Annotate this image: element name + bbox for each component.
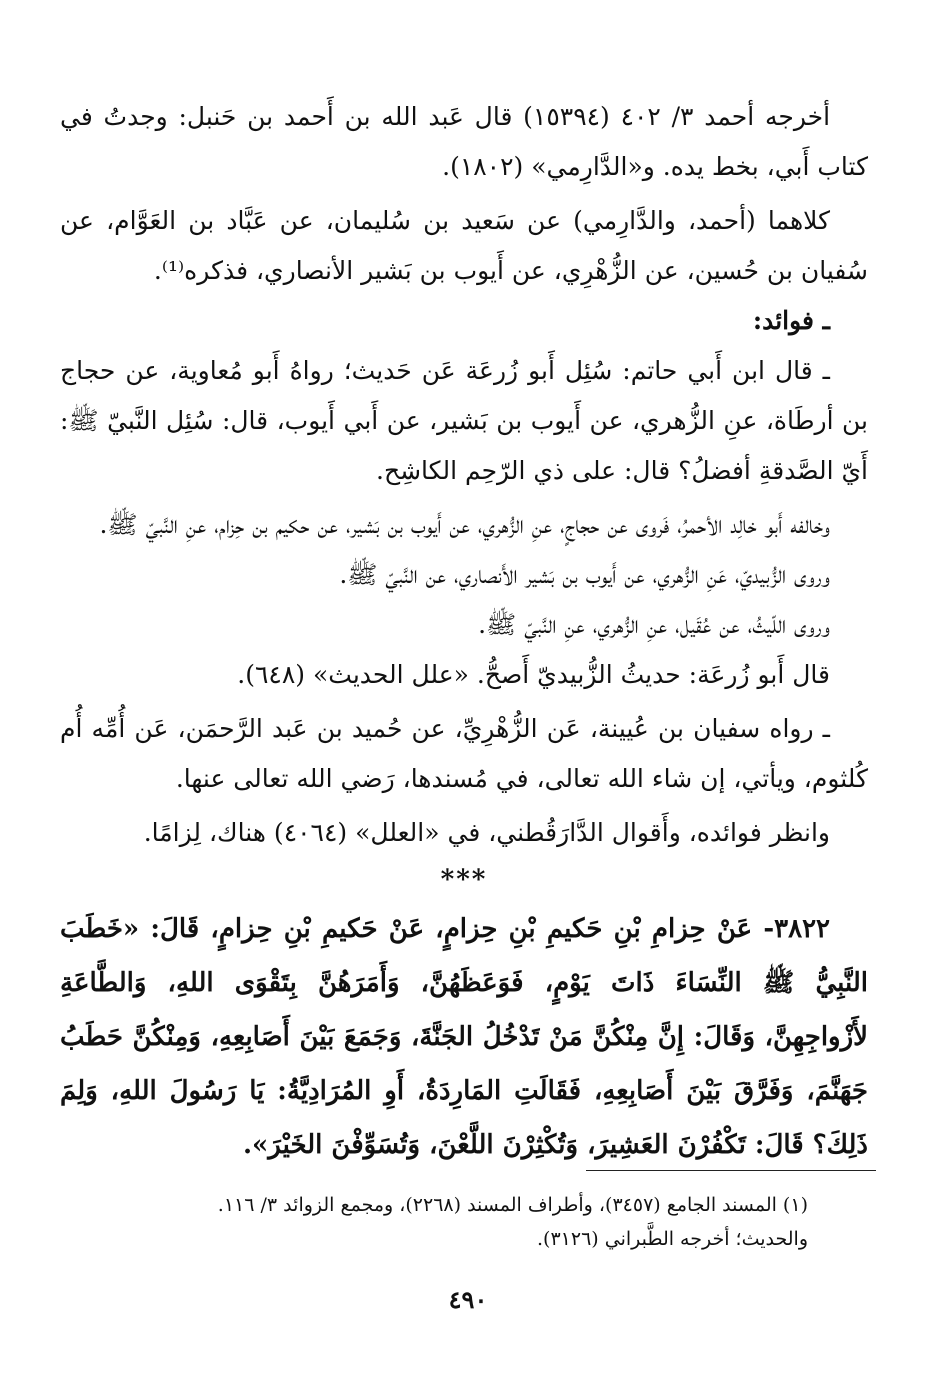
footnotes (100, 1188, 808, 1256)
paragraph-zubaydi: وروى الزُّبيديّ، عَنِ الزُّهري، عن أَيوب بن بَشير الأَنصاري، عن النَّبيّ ﷺ. (339, 560, 830, 589)
section-separator: *** (440, 865, 488, 895)
hadith-3822: ٣٨٢٢- عَنْ حِزامِ بْنِ حَكيمِ بْنِ حِزامٍ، عَنْ حَكيمِ بْنِ حِزامٍ، قَالَ: «خَطَبَ النَّبِيُّ ﷺ النِّسَاءَ ذَاتَ يَوْمٍ، فَوَعَظَهُنَّ، وَأَمَرَهُنَّ بِتَقْوَى اللهِ، وَالطَّاعَةِ لأَزْواجِهِنَّ، وَقَالَ: إِنَّ مِنْكُنَّ مَنْ تَدْخُلُ الجَنَّةَ، وَجَمَعَ بَيْنَ أَصَابِعِهِ، وَمِنْكُنَّ حَطَبُ جَهَنَّمَ، وَفَرَّقَ بَيْنَ أَصَابِعِهِ، فَقَالَتِ المَارِدَةُ، أَوِ المُرَادِيَّةُ: يَا رَسُولَ اللهِ، وَلِمَ ذَلِكَ؟ قَالَ: تَكْفُرْنَ العَشِيرَ، وَتُكْثِرْنَ اللَّعْنَ، وَتُسَوِّفْنَ الخَيْرَ». (60, 914, 868, 1160)
paragraph-isnad: كلاهما (أحمد، والدَّارِمي) عن سَعيد بن سُليمان، عن عَبَّاد بن العَوَّام، عن سُفيان بن حُسين، عن الزُّهْرِي، عن أَيوب بن بَشير الأنصاري، فذكره⁽¹⁾. (60, 206, 868, 285)
fawaid-heading: ـ فوائد: (752, 306, 830, 335)
paragraph-ibn-abi-hatim: ـ قال ابن أَبي حاتم: سُئِل أَبو زُرعَة عَن حَديث؛ رواهُ أَبو مُعاوية، عن حجاج بن أرطَاة، عنِ الزُّهري، عن أَيوب بن بَشير، عن أَبي أَيوب، قال: سُئِل النَّبيّ ﷺ: أَيّ الصَّدقةِ أفضلُ؟ قال: على ذي الرّحِم الكاشِح. (60, 356, 868, 485)
paragraph-khalafahu: وخالفه أَبو خالِد الأحمرُ، فَروى عن حجاجٍ، عنِ الزُّهري، عن أَيوب بن بَشير، عن حكيم بن حِزام، عنِ النَّبيّ ﷺ. (99, 510, 830, 539)
paragraph-layth: وروى اللّيثُ، عن عُقَيل، عنِ الزُّهري، عنِ النَّبيّ ﷺ. (478, 610, 830, 639)
footnote-1-continuation: والحديث؛ أخرجه الطَّبراني (٣١٢٦). (537, 1228, 808, 1250)
paragraph-abu-zura: قال أَبو زُرعَة: حديثُ الزُّبيديّ أَصحُّ. «علل الحديث» (٦٤٨). (237, 660, 830, 689)
paragraph-sufyan: ـ رواه سفيان بن عُيينة، عَن الزُّهْرِيِّ، عن حُميد بن عَبد الرَّحمَن، عَن أُمِّه أُم كُلثوم، ويأتي، إن شاء الله تعالى، في مُسندها، رَضي الله تعالى عنها. (60, 714, 868, 793)
footnote-divider (586, 1170, 876, 1171)
paragraph-takhrij: أخرجه أحمد ٣/ ٤٠٢ (١٥٣٩٤) قال عَبد الله بن أَحمد بن حَنبل: وجدتُ في كتاب أَبي، بخط يده. و«الدَّارِمي» (١٨٠٢). (60, 102, 868, 181)
paragraph-unzur: وانظر فوائده، وأَقوال الدَّارَقُطني، في «العلل» (٤٠٦٤) هناك، لِزامًا. (143, 818, 830, 847)
page-number: ٤٩٠ (448, 1285, 488, 1314)
page-body (60, 92, 868, 1172)
footnote-1: (١) المسند الجامع (٣٤٥٧)، وأطراف المسند (٢٢٦٨)، ومجمع الزوائد ٣/ ١١٦. (217, 1194, 808, 1216)
